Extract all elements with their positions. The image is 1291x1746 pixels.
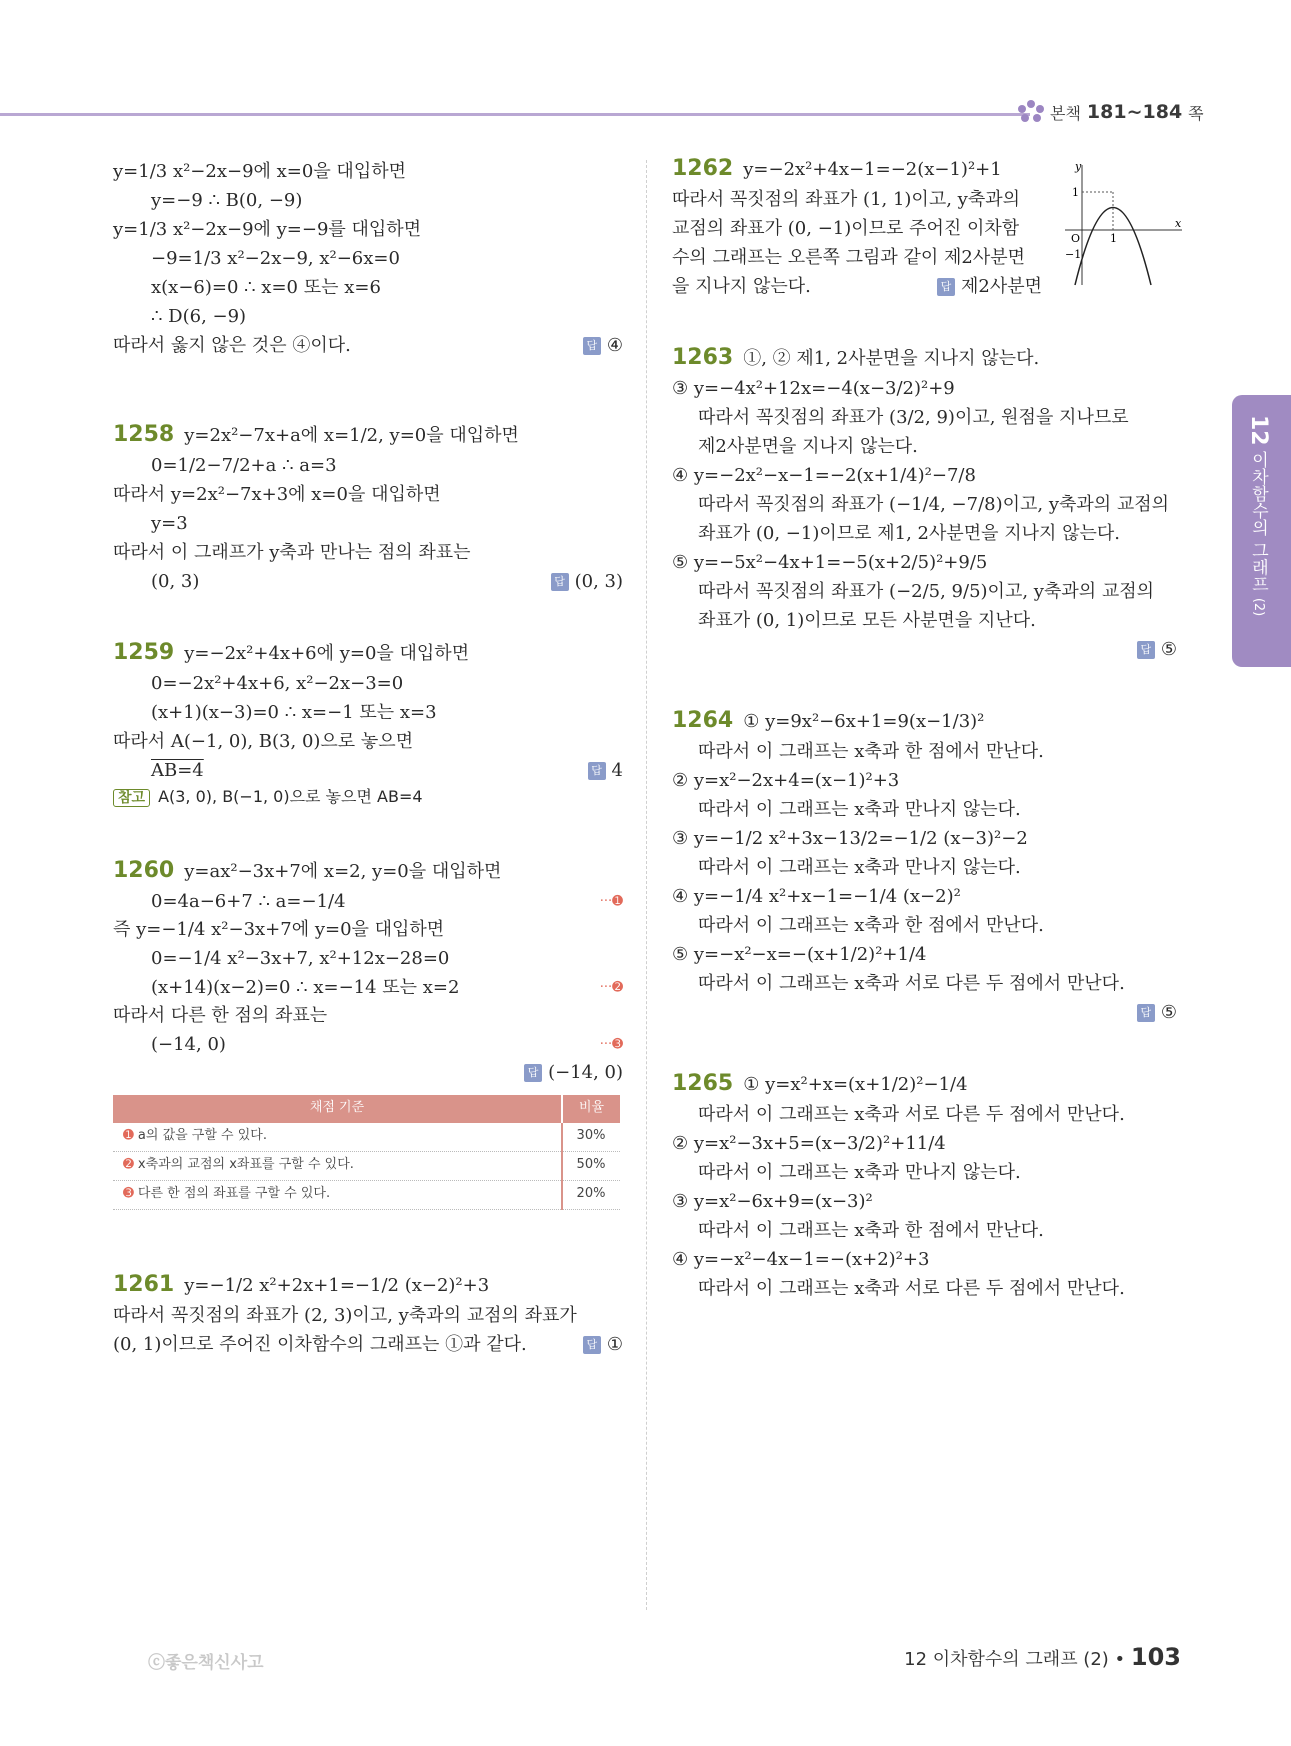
solution-line: 따라서 이 그래프는 x축과 서로 다른 두 점에서 만난다. bbox=[698, 1278, 1125, 1300]
page-number: 103 bbox=[1130, 1643, 1181, 1671]
problem-1263 bbox=[672, 341, 1177, 375]
solution-line: 즉 y=−1/4 x²−3x+7에 y=0을 대입하면 bbox=[113, 918, 445, 940]
rubric-num: ➊ bbox=[123, 1128, 134, 1144]
footer-chapter: 12 이차함수의 그래프 (2) bbox=[904, 1649, 1109, 1670]
solution-line: 0=1/2−7/2+a ∴ a=3 bbox=[151, 454, 337, 476]
solution-line: 수의 그래프는 오른쪽 그림과 같이 제2사분면 bbox=[672, 247, 1026, 269]
solution-line: 제2사분면을 지나지 않는다. bbox=[698, 436, 918, 458]
y-axis-label: y bbox=[1075, 160, 1082, 173]
problem-number: 1262 bbox=[672, 156, 734, 181]
column-divider bbox=[646, 160, 647, 1610]
solution-line: 을 지나지 않는다. bbox=[672, 276, 811, 298]
x-axis-label: x bbox=[1175, 217, 1182, 230]
table-row bbox=[113, 1123, 620, 1152]
solution-line: 교점의 좌표가 (0, −1)이므로 주어진 이차함 bbox=[672, 218, 1020, 240]
problem-number: 1265 bbox=[672, 1070, 734, 1096]
solution-line: 따라서 이 그래프는 x축과 서로 다른 두 점에서 만난다. bbox=[698, 1104, 1125, 1126]
step-marker: ···➌ bbox=[599, 1036, 623, 1052]
rubric-text: x축과의 교점의 x좌표를 구할 수 있다. bbox=[137, 1157, 354, 1173]
problem-number: 1260 bbox=[113, 857, 175, 883]
solution-line: y=3 bbox=[151, 512, 188, 534]
problem-statement: ① y=9x²−6x+1=9(x−1/3)² bbox=[743, 710, 985, 732]
solution-step bbox=[113, 888, 623, 916]
solution-line: (x+1)(x−3)=0 ∴ x=−1 또는 x=3 bbox=[151, 701, 437, 723]
header-rule bbox=[0, 113, 1030, 116]
problem-statement: ①, ② 제1, 2사분면을 지나지 않는다. bbox=[743, 347, 1040, 369]
rubric-num: ➌ bbox=[123, 1186, 134, 1202]
solution-line: 따라서 꼭짓점의 좌표가 (−1/4, −7/8)이고, y축과의 교점의 bbox=[698, 494, 1170, 516]
rubric-ratio: 50% bbox=[562, 1151, 620, 1180]
problem-1264 bbox=[672, 704, 1177, 738]
answer-row bbox=[113, 757, 623, 785]
problem-1258 bbox=[113, 418, 623, 452]
solution-line: 따라서 이 그래프는 x축과 만나지 않는다. bbox=[698, 799, 1021, 821]
rubric-text: a의 값을 구할 수 있다. bbox=[137, 1128, 267, 1144]
rubric-ratio: 20% bbox=[562, 1180, 620, 1209]
step-marker: ···➋ bbox=[599, 979, 623, 995]
solution-line: ③ y=−1/2 x²+3x−13/2=−1/2 (x−3)²−2 bbox=[672, 828, 1028, 850]
problem-number: 1264 bbox=[672, 707, 734, 733]
problem-statement: y=−1/2 x²+2x+1=−1/2 (x−2)²+3 bbox=[184, 1274, 490, 1296]
page-reference bbox=[1018, 100, 1204, 124]
note-tag: 참고 bbox=[113, 789, 150, 807]
answer-icon: 답 bbox=[1137, 1004, 1155, 1022]
chapter-title: 이차함수의 그래프 bbox=[1248, 451, 1268, 593]
left-column bbox=[113, 158, 623, 1359]
chapter-part: (2) bbox=[1251, 597, 1266, 617]
page-ref-prefix: 본책 bbox=[1050, 103, 1081, 123]
solution-line: (x+14)(x−2)=0 ∴ x=−14 또는 x=2 bbox=[151, 976, 460, 998]
solution-line: 따라서 꼭짓점의 좌표가 (2, 3)이고, y축과의 교점의 좌표가 bbox=[113, 1304, 577, 1326]
rubric-header: 비율 bbox=[562, 1095, 620, 1123]
solution-line: 따라서 이 그래프가 y축과 만나는 점의 좌표는 bbox=[113, 541, 471, 563]
parabola-graph bbox=[1060, 160, 1185, 288]
problem-1259 bbox=[113, 636, 623, 670]
solution-line: ④ y=−x²−4x−1=−(x+2)²+3 bbox=[672, 1249, 930, 1271]
table-row bbox=[113, 1180, 620, 1209]
side-tab-text bbox=[1246, 415, 1271, 616]
solution-line: −9=1/3 x²−2x−9, x²−6x=0 bbox=[151, 248, 400, 269]
origin-label: O bbox=[1071, 232, 1081, 245]
solution-line: 따라서 이 그래프는 x축과 한 점에서 만난다. bbox=[698, 915, 1044, 937]
solution-line: y=1/3 x²−2x−9에 x=0을 대입하면 bbox=[113, 161, 406, 182]
answer-row bbox=[113, 1059, 623, 1087]
solution-step bbox=[113, 974, 623, 1002]
rubric-header: 채점 기준 bbox=[113, 1095, 562, 1123]
answer-row bbox=[672, 636, 1177, 664]
solution-line: 따라서 이 그래프는 x축과 한 점에서 만난다. bbox=[698, 1220, 1044, 1242]
answer-value: (−14, 0) bbox=[548, 1061, 623, 1083]
publisher-mark: ⓒ좋은책신사고 bbox=[148, 1653, 264, 1673]
solution-line: 따라서 다른 한 점의 좌표는 bbox=[113, 1004, 328, 1026]
problem-statement: y=−2x²+4x+6에 y=0을 대입하면 bbox=[184, 642, 470, 664]
solution-line: 좌표가 (0, 1)이므로 모든 사분면을 지난다. bbox=[698, 610, 1036, 632]
solution-line: ③ y=x²−6x+9=(x−3)² bbox=[672, 1191, 873, 1213]
solution-line: ② y=x²−2x+4=(x−1)²+3 bbox=[672, 770, 900, 792]
answer-value: 4 bbox=[611, 759, 623, 781]
solution-line: ⑤ y=−x²−x=−(x+1/2)²+1/4 bbox=[672, 944, 927, 966]
flower-icon bbox=[1018, 100, 1044, 124]
tick-label: 1 bbox=[1072, 186, 1079, 199]
footer-bullet: • bbox=[1114, 1649, 1126, 1670]
tick-label: 1 bbox=[1110, 232, 1117, 245]
solution-line: ② y=x²−3x+5=(x−3/2)²+11/4 bbox=[672, 1133, 946, 1155]
solution-line: 따라서 이 그래프는 x축과 서로 다른 두 점에서 만난다. bbox=[698, 973, 1125, 995]
right-column bbox=[672, 152, 1177, 1304]
note-text: A(3, 0), B(−1, 0)으로 놓으면 AB=4 bbox=[158, 786, 423, 806]
problem-1261 bbox=[113, 1268, 623, 1302]
parabola-curve bbox=[1075, 208, 1151, 286]
tick-label: −1 bbox=[1065, 248, 1082, 261]
rubric-text: 다른 한 점의 좌표를 구할 수 있다. bbox=[137, 1186, 331, 1202]
problem-number: 1263 bbox=[672, 344, 734, 370]
solution-line: 따라서 꼭짓점의 좌표가 (−2/5, 9/5)이고, y축과의 교점의 bbox=[698, 581, 1154, 603]
answer-icon: 답 bbox=[937, 278, 955, 296]
answer-icon: 답 bbox=[1137, 641, 1155, 659]
solution-line: 따라서 꼭짓점의 좌표가 (3/2, 9)이고, 원점을 지나므로 bbox=[698, 407, 1129, 429]
problem-number: 1258 bbox=[113, 421, 175, 447]
solution-step bbox=[113, 1031, 623, 1059]
solution-line: 따라서 y=2x²−7x+3에 x=0을 대입하면 bbox=[113, 483, 441, 505]
answer-icon: 답 bbox=[588, 762, 606, 780]
answer-row bbox=[113, 332, 623, 360]
answer-value: ④ bbox=[606, 335, 623, 356]
page-ref-suffix: 쪽 bbox=[1188, 103, 1204, 123]
solution-line: (−14, 0) bbox=[151, 1033, 226, 1055]
problem-number: 1261 bbox=[113, 1271, 175, 1297]
answer-icon: 답 bbox=[524, 1064, 542, 1082]
solution-line: 따라서 이 그래프는 x축과 한 점에서 만난다. bbox=[698, 741, 1044, 763]
answer-icon: 답 bbox=[583, 337, 601, 355]
answer-value: ① bbox=[606, 1333, 623, 1355]
scoring-rubric bbox=[113, 1095, 620, 1210]
answer-value: ⑤ bbox=[1160, 639, 1177, 661]
answer-row bbox=[113, 568, 623, 596]
solution-line: 따라서 이 그래프는 x축과 만나지 않는다. bbox=[698, 1162, 1021, 1184]
rubric-num: ➋ bbox=[123, 1157, 134, 1173]
solution-line: 따라서 A(−1, 0), B(3, 0)으로 놓으면 bbox=[113, 730, 414, 752]
solution-line: ⑤ y=−5x²−4x+1=−5(x+2/5)²+9/5 bbox=[672, 552, 988, 574]
solution-line: x(x−6)=0 ∴ x=0 또는 x=6 bbox=[151, 277, 381, 298]
step-marker: ···➊ bbox=[599, 893, 623, 909]
solution-line: 따라서 꼭짓점의 좌표가 (1, 1)이고, y축과의 bbox=[672, 189, 1020, 211]
page-ref-range: 181~184 bbox=[1086, 101, 1183, 123]
answer-icon: 답 bbox=[551, 573, 569, 591]
solution-line: ③ y=−4x²+12x=−4(x−3/2)²+9 bbox=[672, 378, 955, 400]
solution-line: 0=−1/4 x²−3x+7, x²+12x−28=0 bbox=[151, 947, 450, 969]
solution-line: 따라서 옳지 않은 것은 ④이다. bbox=[113, 335, 351, 356]
reference-note bbox=[113, 785, 623, 814]
solution-line: 따라서 이 그래프는 x축과 만나지 않는다. bbox=[698, 857, 1021, 879]
solution-line: (0, 3) bbox=[151, 570, 200, 592]
problem-1260 bbox=[113, 854, 623, 888]
chapter-number: 12 bbox=[1246, 415, 1271, 446]
answer-value: 제2사분면 bbox=[960, 276, 1042, 298]
solution-line: 좌표가 (0, −1)이므로 제1, 2사분면을 지나지 않는다. bbox=[698, 523, 1121, 545]
problem-statement: y=2x²−7x+a에 x=1/2, y=0을 대입하면 bbox=[184, 424, 519, 446]
rubric-ratio: 30% bbox=[562, 1123, 620, 1152]
problem-statement: y=ax²−3x+7에 x=2, y=0을 대입하면 bbox=[184, 860, 502, 882]
solution-line: (0, 1)이므로 주어진 이차함수의 그래프는 ①과 같다. bbox=[113, 1333, 527, 1355]
solution-line: ④ y=−1/4 x²+x−1=−1/4 (x−2)² bbox=[672, 886, 961, 908]
solution-line: 0=4a−6+7 ∴ a=−1/4 bbox=[151, 890, 346, 912]
solution-line: y=1/3 x²−2x−9에 y=−9를 대입하면 bbox=[113, 219, 422, 240]
problem-statement: ① y=x²+x=(x+1/2)²−1/4 bbox=[743, 1073, 968, 1095]
answer-row bbox=[672, 999, 1177, 1027]
answer-value: (0, 3) bbox=[574, 570, 623, 592]
answer-row bbox=[113, 1331, 623, 1359]
solution-line: ④ y=−2x²−x−1=−2(x+1/4)²−7/8 bbox=[672, 465, 976, 487]
table-row bbox=[113, 1151, 620, 1180]
solution-line: AB=4 bbox=[151, 759, 204, 781]
problem-statement: y=−2x²+4x−1=−2(x−1)²+1 bbox=[743, 159, 1002, 180]
problem-1265 bbox=[672, 1067, 1177, 1101]
page-footer bbox=[904, 1643, 1181, 1671]
answer-row bbox=[672, 273, 1042, 301]
answer-icon: 답 bbox=[583, 1336, 601, 1354]
problem-number: 1259 bbox=[113, 639, 175, 665]
solution-line: y=−9 ∴ B(0, −9) bbox=[151, 190, 303, 211]
solution-line: 0=−2x²+4x+6, x²−2x−3=0 bbox=[151, 672, 404, 694]
solution-line: ∴ D(6, −9) bbox=[151, 306, 247, 327]
answer-value: ⑤ bbox=[1160, 1002, 1177, 1024]
chapter-side-tab bbox=[1232, 395, 1291, 667]
